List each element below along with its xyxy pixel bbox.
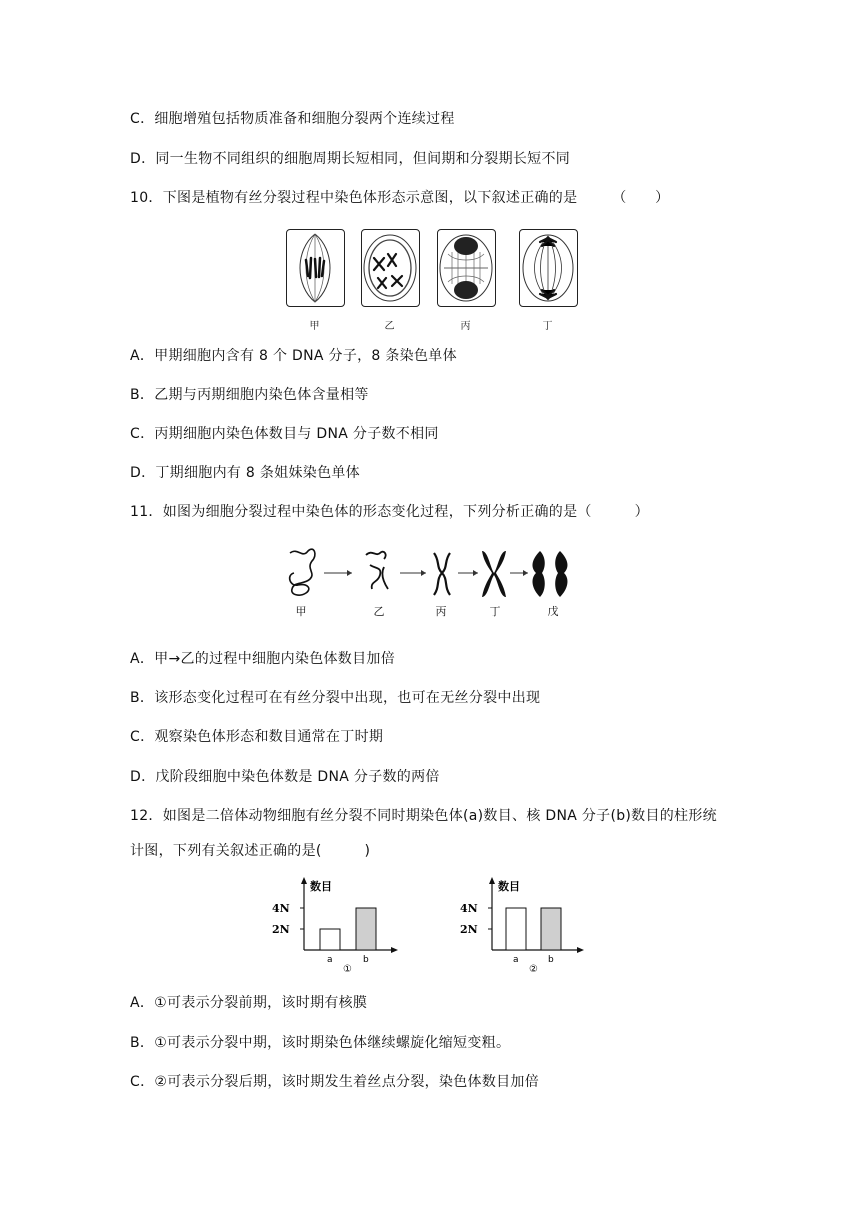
- chart-2-ylabel: 数目: [498, 880, 520, 893]
- chart-2-y-arrow: [489, 877, 495, 884]
- question-10: [130, 187, 669, 207]
- chart-1-cat-a: a: [327, 955, 333, 965]
- chr-label-ding: 丁: [489, 605, 501, 618]
- chart-1-y-arrow: [301, 877, 307, 884]
- chart-1-caption: ①: [343, 964, 352, 974]
- cell-yi: [361, 229, 420, 307]
- option-c-prev: C．细胞增殖包括物质准备和细胞分裂两个连续过程: [130, 111, 455, 127]
- cell-label-ding: 丁: [542, 321, 553, 332]
- cell-label-jia: 甲: [309, 321, 320, 332]
- q12-option-c: C．②可表示分裂后期，该时期发生着丝点分裂，染色体数目加倍: [130, 1074, 540, 1090]
- chart-1-bar-a: [320, 929, 340, 950]
- q11-option-b: B．该形态变化过程可在有丝分裂中出现，也可在无丝分裂中出现: [130, 690, 541, 706]
- chr-label-yi: 乙: [373, 605, 385, 618]
- q10-option-a: A．甲期细胞内含有 8 个 DNA 分子，8 条染色单体: [130, 348, 457, 364]
- q11-option-d: D．戊阶段细胞中染色体数是 DNA 分子数的两倍: [130, 769, 440, 785]
- cell-label-yi: 乙: [384, 321, 395, 332]
- cell-ding-drawing: [520, 230, 577, 306]
- question-10-text: 10．下图是植物有丝分裂过程中染色体形态示意图，以下叙述正确的是: [130, 190, 578, 206]
- cell-yi-drawing: [362, 230, 419, 306]
- chart-2-caption: ②: [529, 964, 538, 974]
- cell-jia-drawing: [287, 230, 344, 306]
- chr-label-bing: 丙: [435, 605, 447, 618]
- q11-option-c: C．观察染色体形态和数目通常在丁时期: [130, 729, 384, 745]
- q10-option-d: D．丁期细胞内有 8 条姐妹染色单体: [130, 465, 360, 481]
- question-11: 11．如图为细胞分裂过程中染色体的形态变化过程，下列分析正确的是（ ）: [130, 504, 649, 520]
- chart-2: [460, 877, 584, 974]
- chart-1-tick-4n: 4N: [272, 902, 290, 915]
- q12-option-a: A．①可表示分裂前期，该时期有核膜: [130, 995, 368, 1011]
- chart-2-bar-a: [506, 908, 526, 950]
- chart-2-cat-a: a: [513, 955, 519, 965]
- q12-option-b: B．①可表示分裂中期，该时期染色体继续螺旋化缩短变粗。: [130, 1035, 511, 1051]
- figure-12: [270, 874, 600, 974]
- chart-2-tick-4n: 4N: [460, 902, 478, 915]
- figure-11: [284, 545, 584, 625]
- chr-label-jia: 甲: [295, 605, 307, 618]
- cell-bing-drawing: [438, 230, 495, 306]
- question-10-paren: （ ）: [612, 190, 670, 206]
- chart-2-cat-b: b: [548, 955, 554, 965]
- q10-option-c: C．丙期细胞内染色体数目与 DNA 分子数不相同: [130, 426, 439, 442]
- chart-1: [272, 877, 398, 974]
- question-12-line1: 12．如图是二倍体动物细胞有丝分裂不同时期染色体(a)数目、核 DNA 分子(b)数目的柱形统: [130, 808, 717, 824]
- question-12-line2: 计图，下列有关叙述正确的是( ): [130, 843, 371, 859]
- cell-bing: [437, 229, 496, 307]
- figure-11-drawing: [284, 545, 584, 601]
- chart-1-tick-2n: 2N: [272, 923, 290, 936]
- chart-1-ylabel: 数目: [310, 880, 332, 893]
- chart-1-x-arrow: [391, 947, 398, 953]
- chart-2-tick-2n: 2N: [460, 923, 478, 936]
- q11-option-a: A．甲→乙的过程中细胞内染色体数目加倍: [130, 651, 396, 667]
- chart-1-bar-b: [356, 908, 376, 950]
- chart-2-bar-b: [541, 908, 561, 950]
- cell-label-bing: 丙: [460, 321, 471, 332]
- cell-jia: [286, 229, 345, 307]
- figure-10: [286, 229, 586, 332]
- chart-1-cat-b: b: [363, 955, 369, 965]
- cell-ding: [519, 229, 578, 307]
- option-d-prev: D．同一生物不同组织的细胞周期长短相同，但间期和分裂期长短不同: [130, 151, 571, 167]
- chr-label-wu: 戊: [547, 605, 559, 618]
- chart-2-x-arrow: [577, 947, 584, 953]
- q10-option-b: B．乙期与丙期细胞内染色体含量相等: [130, 387, 369, 403]
